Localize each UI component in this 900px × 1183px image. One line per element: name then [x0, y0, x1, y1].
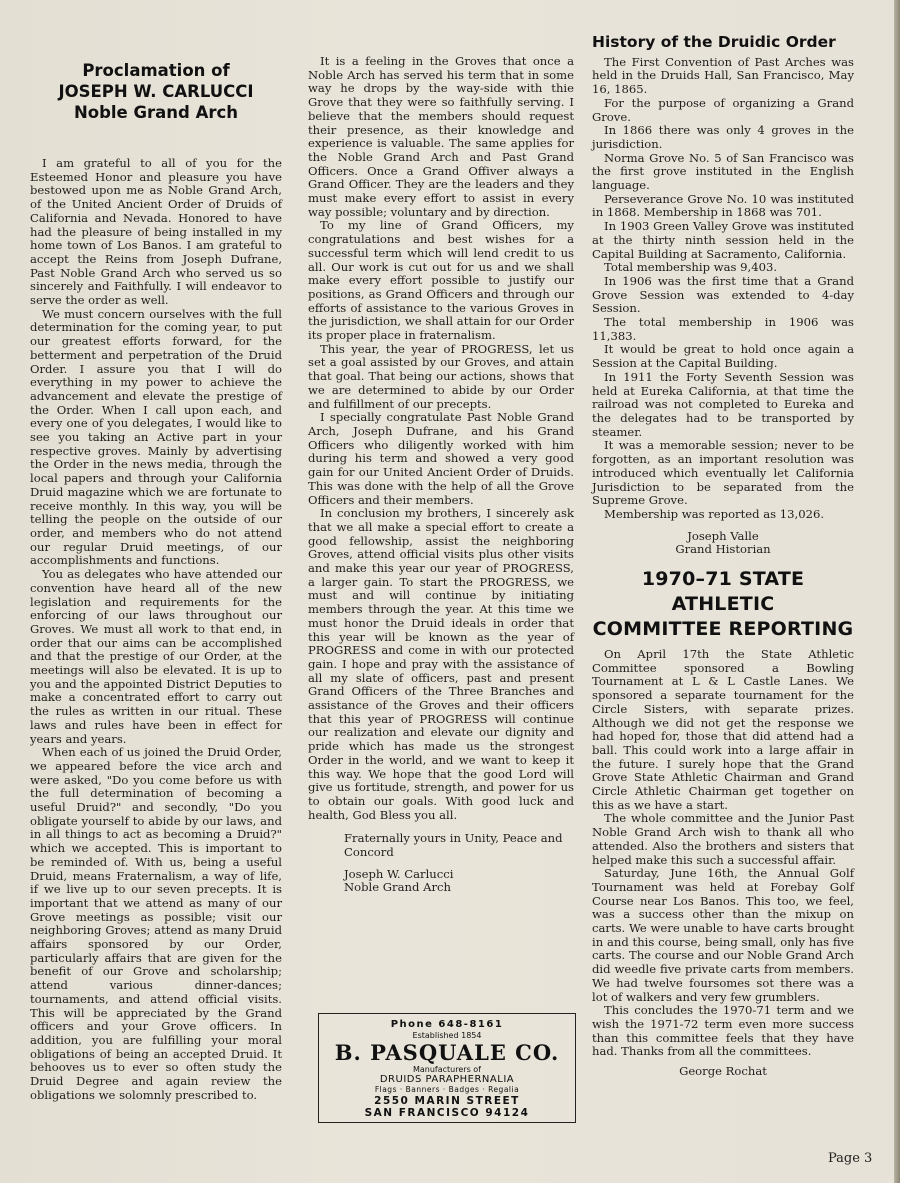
page-number: Page 3 [828, 1151, 873, 1166]
proclamation-paragraph: In conclusion my brothers, I sincerely ask that we all make a special effort to create a good fellowship, assist the neighboring Groves, attend official visits plus other visits and make this year our year of PROGRESS, a larger gain. To start the PROGRESS, we must and will continue by initiating members through the year. At this time we must honor the Druid ideals in order that this year will be known as the year of PROGRESS and come in with our protected gain. I hope and pray with the assistance of all my slate of officers, past and present Grand Officers of the Three Branches and assistance of the Groves and their officers that this year of PROGRESS will continue our realization and elevate our dignity and pride which has made us the strongest Order in the world, and we want to keep it this way. We hope that the good Lord will give us fortitude, strength, and power for us to obtain our goals. With good luck and health, God Bless you all. [308, 506, 574, 822]
athletic-title-line2: COMMITTEE REPORTING [592, 618, 854, 641]
history-paragraph: The First Convention of Past Arches was held in the Druids Hall, San Francisco, May 16, 1865. [592, 54, 854, 97]
history-paragraph: Total membership was 9,403. [604, 260, 778, 275]
ad-company-name: B. PASQUALE CO. [334, 1040, 560, 1065]
signature-name: Joseph W. Carlucci [344, 866, 454, 881]
proclamation-title-line2: JOSEPH W. CARLUCCI [58, 82, 254, 101]
page-edge-shadow [894, 0, 900, 1183]
history-author-name: Joseph Valle [687, 528, 759, 543]
athletic-paragraph: On April 17th the State Athletic Committee sponsored a Bowling Tournament at L & L Castle Lanes. We sponsored a separate tournament for the Circle Sisters, with separate prizes. Although we did not get the response we had hoped for, those that did attend had a ball. This could work into a large affair in the future. I surely hope that the Grand Grove State Athletic Chairman and Grand Circle Athletic Chairman get together on this as we have a start. [592, 647, 854, 812]
right-column [592, 33, 854, 1079]
proclamation-paragraph: To my line of Grand Officers, my congratulations and best wishes for a successful term which will lend credit to us all. Our work is cut out for us and we shall make every effort possible to justify our positions, as Grand Officers and through our efforts of assistance to the various Groves in the jurisdiction, we shall attain for our Order its proper place in fraternalism. [308, 218, 574, 343]
athletic-title [592, 567, 854, 642]
proclamation-paragraph: When each of us joined the Druid Order, we appeared before the vice arch and were asked, "Do you come before us with the full determination of becoming a useful Druid?" and secondly, "Do you obligate yourself to abide by our laws, and in all things to act as becoming a Druid?" which we accepted. This is important to be reminded of. With us, being a useful Druid, means Fraternalism, a way of life, if we live up to our seven precepts. It is important that we attend as many of our Grove meetings as possible; visit our neighboring Groves; attend as many Druid affairs sponsored by our Order, particularly affairs that are given for the benefit of our Grove and scholarship; attend various dinner-dances; tournaments, and attend official visits. This will be appreciated by the Grand officers and your Grove officers. In addition, you are fulfilling your moral obligations of being an accepted Druid. It behooves us to ever so often study the Druid Degree and again review the obligations we solomnly prescribed to. [30, 745, 282, 1102]
proclamation-title-line3: Noble Grand Arch [73, 103, 239, 122]
ad-manufacturers: Manufacturers of [412, 1065, 481, 1074]
title-spacer [30, 123, 282, 157]
history-paragraph: Membership was reported as 13,026. [604, 506, 825, 521]
proclamation-column [30, 60, 282, 1103]
history-paragraph: It would be great to hold once again a Session at the Capital Building. [592, 342, 854, 371]
proclamation-title [30, 60, 282, 123]
proclamation-continued-column [308, 55, 574, 895]
history-paragraph: For the purpose of organizing a Grand Grove. [592, 95, 854, 124]
proclamation-paragraph: This year, the year of PROGRESS, let us set a goal assisted by our Groves, and attain that goal. That being our actions, shows that we are determined to abide by our Order and fulfillment of our precepts. [308, 341, 574, 411]
ad-items: Flags · Banners · Badges · Regalia [374, 1085, 520, 1094]
proclamation-paragraph: It is a feeling in the Groves that once a Noble Arch has served his term that in some way he drops by the way-side with thie Grove that they were so faithfully serving. I believe that the members should request their presence, as their knowledge and experience is valuable. The same applies for the Noble Grand Arch and Past Grand Officers. Once a Grand Offiver always a Grand Officer. They are the leaders and they must make every effort to assist in every way possible; voluntary and by direction. [308, 54, 574, 219]
athletic-paragraph: This concludes the 1970-71 term and we wish the 1971-72 term even more success than this committee feels that they have had. Thanks from all the committees. [592, 1003, 854, 1059]
athletic-title-line1: 1970–71 STATE ATHLETIC [641, 568, 805, 616]
signature-title: Noble Grand Arch [344, 880, 451, 895]
ad-established: Established 1854 [412, 1031, 482, 1040]
history-paragraph: It was a memorable session; never to be forgotten, as an important resolution was introduced which eventually let California Jurisdiction to be separated from the Supreme Grove. [592, 438, 854, 508]
pasquale-advertisement [318, 1013, 576, 1123]
proclamation-paragraph: We must concern ourselves with the full determination for the coming year, to put our greatest efforts forward, for the betterment and perpetration of the Druid Order. I assure you that I will do everything in my power to achieve the advancement and elevate the prestige of the Order. When I call upon each, and every one of you delegates, I would like to see you taking an Active part in your respective groves. Mainly by advertising the Order in the news media, through the local papers and through your California Druid magazine which we are fortunate to receive monthly. In this way, you will be telling the people on the outside of our order, and members who do not attend our regular Druid meetings, of our accomplishments and functions. [30, 306, 282, 568]
ad-city: SAN FRANCISCO 94124 [364, 1107, 530, 1119]
ad-product-line: DRUIDS PARAPHERNALIA [379, 1074, 515, 1085]
history-paragraph: In 1866 there was only 4 groves in the jurisdiction. [592, 123, 854, 151]
athletic-author: George Rochat [679, 1064, 767, 1079]
history-title: History of the Druidic Order [592, 33, 836, 51]
proclamation-paragraph: I specially congratulate Past Noble Grand Arch, Joseph Dufrane, and his Grand Officers who diligently worked with him during his term and showed a very good gain for our United Ancient Order of Druids. This was done with the help of all the Grove Officers and their members. [308, 410, 574, 507]
history-paragraph: Norma Grove No. 5 of San Francisco was the first grove instituted in the English language. [592, 150, 854, 193]
history-paragraph: In 1906 was the first time that a Grand Grove Session was extended to 4-day Session. [592, 273, 854, 316]
history-paragraph: Perseverance Grove No. 10 was instituted in 1868. Membership in 1868 was 701. [592, 191, 854, 220]
athletic-paragraph: Saturday, June 16th, the Annual Golf Tournament was held at Forebay Golf Course near Los Banos. This too, we feel, was a success other than the mixup on carts. We were unable to have carts brought in and this course, being small, only has five carts. The course and our Noble Grand Arch did weedle five private carts from members. We had twelve foursomes sot there was a lot of walkers and very few grumblers. [592, 866, 854, 1004]
closing-salutation: Fraternally yours in Unity, Peace and Concord [344, 831, 563, 860]
proclamation-title-line1: Proclamation of [82, 61, 230, 80]
athletic-paragraph: The whole committee and the Junior Past Noble Grand Arch wish to thank all who attended. Also the brothers and sisters that helped make this such a successful affair. [592, 811, 854, 867]
proclamation-paragraph: You as delegates who have attended our convention have heard all of the new legislation and requirements for the enforcing of our laws throughout our Groves. We must all work to that end, in order that our aims can be accomplished and that the prestige of our Order, at the meetings will also be elevated. It is up to you and the appointed District Deputies to make a concentrated effort to carry out the rules as written in our ritual. These laws and rules have been in effect for years and years. [30, 567, 282, 746]
proclamation-paragraph: I am grateful to all of you for the Esteemed Honor and pleasure you have bestowed upon me as Noble Grand Arch, of the United Ancient Order of Druids of California and Nevada. Honored to have had the pleasure of being installed in my home town of Los Banos. I am grateful to accept the Reins from Joseph Dufrane, Past Noble Grand Arch who served us so sincerely and Faithfully. I will endeavor to serve the order as well. [30, 156, 282, 308]
history-author-title: Grand Historian [675, 542, 771, 557]
history-paragraph: The total membership in 1906 was 11,383. [592, 315, 854, 343]
ad-street: 2550 MARIN STREET [374, 1095, 520, 1107]
ad-phone: Phone 648-8161 [390, 1019, 504, 1030]
history-paragraph: In 1903 Green Valley Grove was instituted at the thirty ninth session held in the Capital Building at Sacramento, California. [592, 219, 854, 261]
history-paragraph: In 1911 the Forty Seventh Session was held at Eureka California, at that time the railroad was not completed to Eureka and the delegates had to be transported by steamer. [592, 369, 854, 439]
